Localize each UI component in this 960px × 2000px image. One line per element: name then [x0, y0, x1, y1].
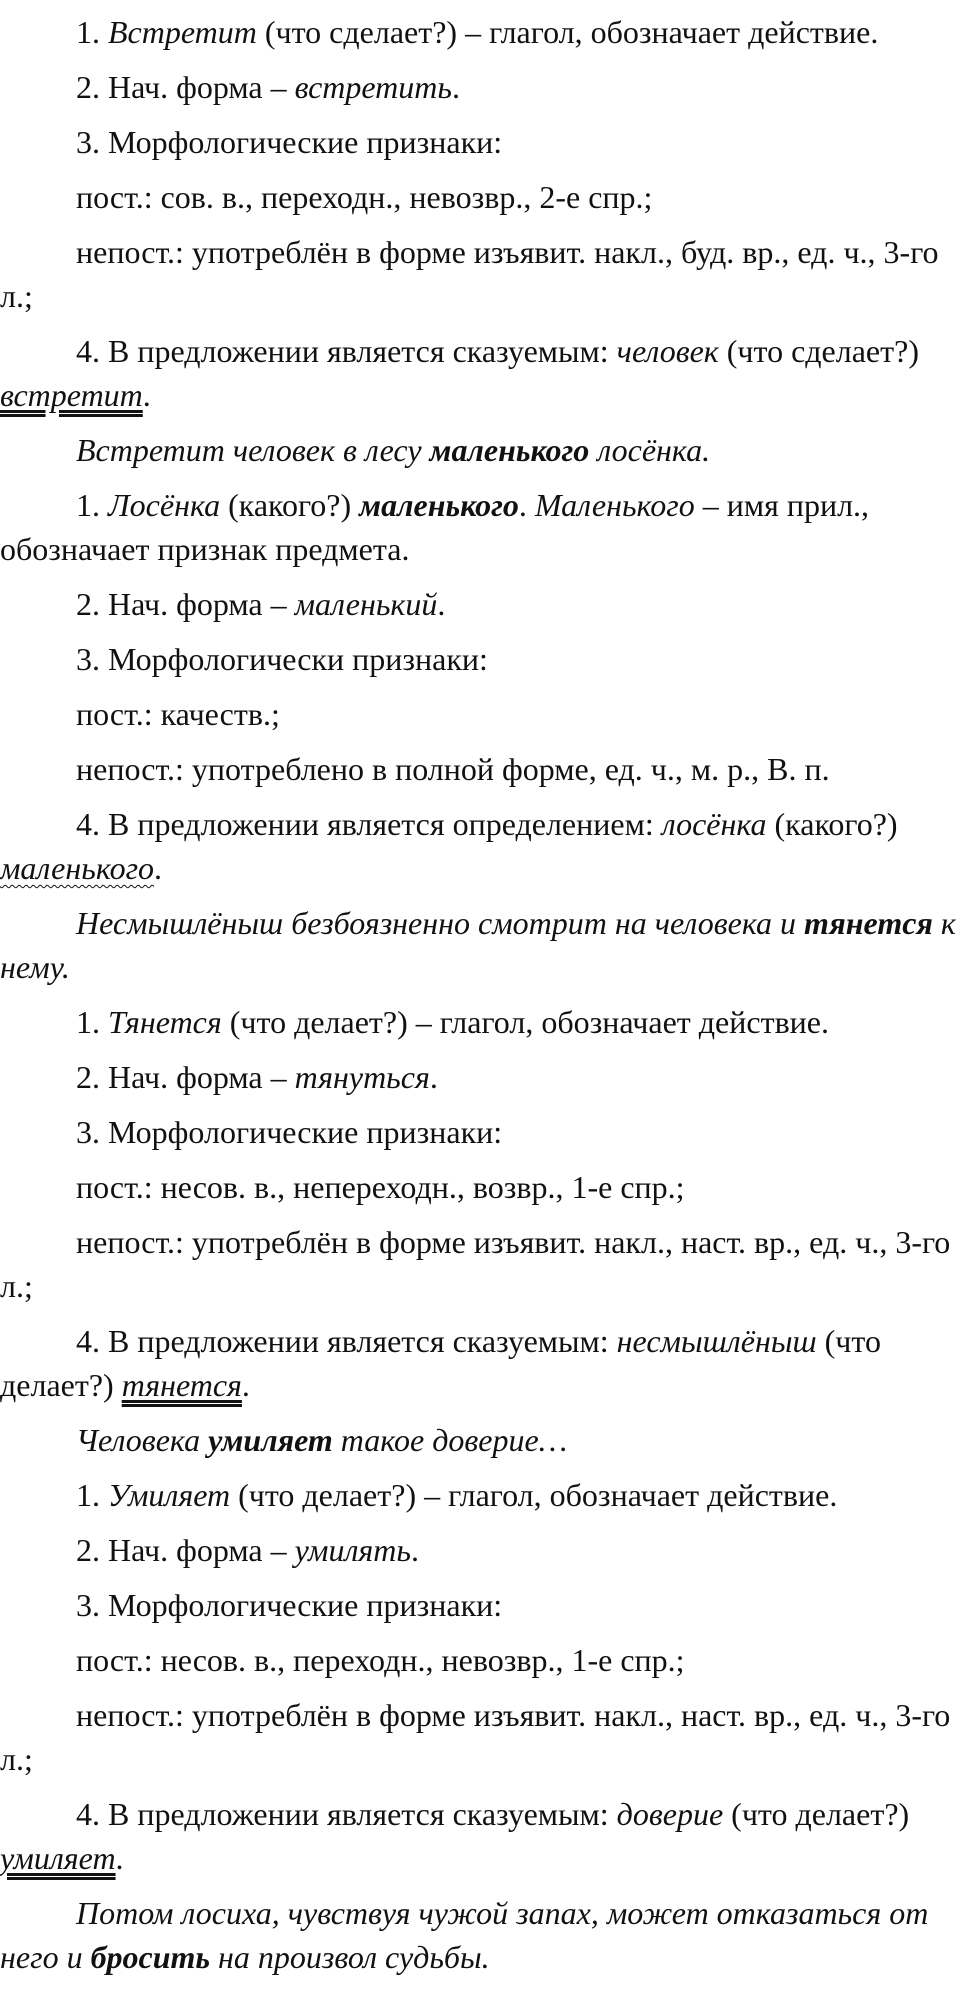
text-run: .	[410, 1532, 419, 1568]
paragraph	[0, 1693, 956, 1781]
paragraph	[0, 230, 956, 318]
text-run: .	[154, 850, 163, 886]
text-run: .	[241, 1367, 250, 1403]
text-run: несмышлёныш	[616, 1323, 817, 1359]
underlined-word: встретит	[0, 377, 143, 413]
text-run: Встретит человек в лесу	[76, 432, 430, 468]
paragraph	[0, 10, 956, 54]
text-run: Человека	[76, 1422, 209, 1458]
bold-word: маленького	[359, 487, 519, 523]
paragraph	[0, 1473, 956, 1517]
text-run: 3. Морфологические признаки:	[76, 1587, 503, 1623]
text-run: пост.: несов. в., непереходн., возвр., 1-е спр.;	[76, 1169, 685, 1205]
text-run: (что сделает?)	[718, 333, 919, 369]
text-run: 4. В предложении является сказуемым:	[76, 1323, 617, 1359]
text-run: (что делает?) – глагол, обозначает действие.	[221, 1004, 829, 1040]
paragraph	[0, 582, 956, 626]
text-run: непост.: употреблён в форме изъявит. накл., наст. вр., ед. ч., 3-го л.;	[0, 1697, 951, 1777]
text-run: непост.: употреблено в полной форме, ед. ч., м. р., В. п.	[76, 751, 830, 787]
text-run: (что сделает?) – глагол, обозначает действие.	[256, 14, 879, 50]
text-run: 2. Нач. форма –	[76, 1059, 295, 1095]
text-run: Встретит	[108, 14, 257, 50]
text-run: .	[429, 1059, 438, 1095]
paragraph	[0, 65, 956, 109]
text-run: доверие	[616, 1796, 724, 1832]
example-sentence	[0, 901, 956, 989]
paragraph	[0, 1319, 956, 1407]
text-run: тянуться	[294, 1059, 430, 1095]
text-run: .	[451, 69, 460, 105]
text-run: 2. Нач. форма –	[76, 69, 295, 105]
example-sentence	[0, 1418, 956, 1462]
text-run: пост.: качеств.;	[76, 696, 280, 732]
text-run: человек	[616, 333, 719, 369]
text-run: 4. В предложении является определением:	[76, 806, 662, 842]
text-run: 3. Морфологические признаки:	[76, 124, 503, 160]
text-run: Потом лосиха, чувствуя чужой запах, может отказаться от него и	[0, 1895, 929, 1975]
text-run: к нему.	[0, 905, 956, 985]
paragraph	[0, 1165, 956, 1209]
paragraph	[0, 1220, 956, 1308]
text-run: (что делает?) – глагол, обозначает действие.	[230, 1477, 838, 1513]
text-run: 2. Нач. форма –	[76, 586, 295, 622]
underlined-word: маленького	[0, 850, 155, 886]
text-run: непост.: употреблён в форме изъявит. накл., буд. вр., ед. ч., 3-го л.;	[0, 234, 939, 314]
example-sentence	[0, 428, 956, 472]
text-run: (какого?)	[766, 806, 898, 842]
text-run: (что делает?)	[0, 1323, 881, 1403]
text-run: Тянется	[108, 1004, 222, 1040]
text-run: 1.	[76, 1477, 108, 1513]
text-run: 4. В предложении является сказуемым:	[76, 333, 617, 369]
text-run: 1.	[76, 1004, 108, 1040]
bold-word: бросить	[90, 1939, 211, 1975]
text-run: лосёнка.	[589, 432, 711, 468]
paragraph	[0, 1638, 956, 1682]
paragraph	[0, 483, 956, 571]
paragraph	[0, 692, 956, 736]
paragraph	[0, 802, 956, 890]
text-run: Умиляет	[108, 1477, 231, 1513]
paragraph	[0, 1583, 956, 1627]
bold-word: умиляет	[208, 1422, 333, 1458]
text-run: .	[518, 487, 535, 523]
text-run: непост.: употреблён в форме изъявит. накл., наст. вр., ед. ч., 3-го л.;	[0, 1224, 951, 1304]
text-run: 3. Морфологически признаки:	[76, 641, 488, 677]
underlined-word: умиляет	[0, 1840, 116, 1876]
text-run: Маленького	[534, 487, 695, 523]
paragraph	[0, 120, 956, 164]
bold-word: тянется	[804, 905, 933, 941]
paragraph	[0, 329, 956, 417]
text-run: 1.	[76, 487, 108, 523]
text-run: (какого?)	[220, 487, 360, 523]
text-run: .	[142, 377, 151, 413]
text-run: Несмышлёныш безбоязненно смотрит на человека и	[76, 905, 804, 941]
paragraph	[0, 1055, 956, 1099]
text-run: маленький	[294, 586, 438, 622]
text-run: 3. Морфологические признаки:	[76, 1114, 503, 1150]
text-run: на произвол судьбы.	[210, 1939, 490, 1975]
text-run: .	[115, 1840, 124, 1876]
text-run: лосёнка	[661, 806, 767, 842]
text-run: .	[437, 586, 446, 622]
paragraph	[0, 637, 956, 681]
text-run: 4. В предложении является сказуемым:	[76, 1796, 617, 1832]
paragraph	[0, 1110, 956, 1154]
example-sentence	[0, 1891, 956, 1979]
paragraph	[0, 1528, 956, 1572]
text-run: пост.: несов. в., переходн., невозвр., 1-е спр.;	[76, 1642, 685, 1678]
text-run: Лосёнка	[108, 487, 221, 523]
text-run: – имя прил., обозначает признак предмета.	[0, 487, 870, 567]
paragraph	[0, 747, 956, 791]
text-run: 2. Нач. форма –	[76, 1532, 295, 1568]
text-run: пост.: сов. в., переходн., невозвр., 2-е спр.;	[76, 179, 653, 215]
text-run: умилять	[294, 1532, 411, 1568]
paragraph	[0, 1792, 956, 1880]
paragraph	[0, 1000, 956, 1044]
text-run: 1.	[76, 14, 108, 50]
paragraph	[0, 175, 956, 219]
text-run: (что делает?)	[723, 1796, 910, 1832]
text-run: такое доверие…	[332, 1422, 568, 1458]
bold-word: маленького	[429, 432, 590, 468]
underlined-word: тянется	[121, 1367, 242, 1403]
text-run: встретить	[294, 69, 452, 105]
